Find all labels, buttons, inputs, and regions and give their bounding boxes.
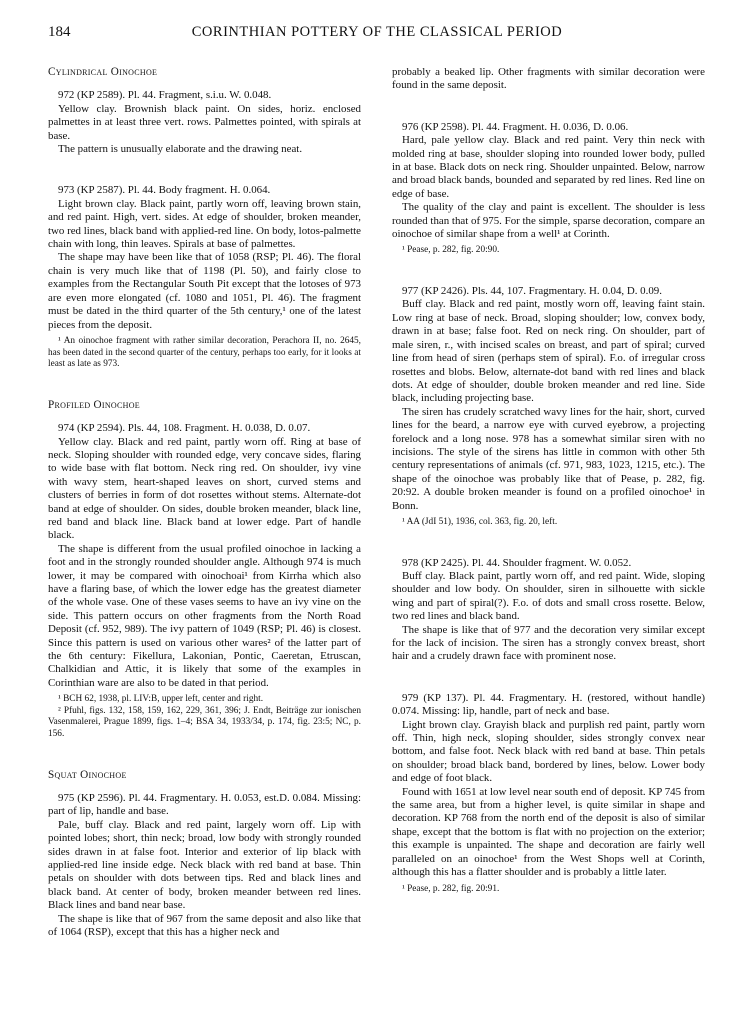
entry-976-description: Hard, pale yellow clay. Black and red paint. Very thin neck with molded ring at base, shoulder sloping into rounded lower body, pulled in at base. Black dots on neck ring. Shoulder unpainted. Below, narrow and broad black bands, bounded and separated by red lines. Red line on edge of base. — [392, 134, 705, 200]
entry-974-commentary: The shape is different from the usual profiled oinochoe in lacking a foot and in the strongly rounded shoulder angle. Although 974 is much lower, it may be compared with oinochoai¹ from Kirrha which also have a flaring base, of which the lower edge has the greatest diameter of the whole vase. One of these vases seems to have an ivy vine on the side. This pattern occurs on other fragments from the North Road Deposit (cf. 952, 989). The ivy pattern of 1049 (RSP; Pl. 46) is closest. Since this pattern is used on various other wares² of the latter part of the 6th century: Fikellura, Lakonian, Pontic, Caeretan, Etruscan, Chalkidian and Attic, it is likely that some of the examples in Corinthian ware are also to be dated in that period. — [48, 542, 361, 689]
page-number: 184 — [48, 24, 71, 40]
entry-972-heading: 972 (KP 2589). Pl. 44. Fragment, s.i.u. W. 0.048. — [58, 89, 272, 102]
left-column — [48, 66, 361, 939]
entry-977-description: Buff clay. Black and red paint, mostly worn off, leaving faint stain. Low ring at base of neck. Broad, sloping shoulder; low, convex body, drawn in at base; false foot. Red on neck ring. On shoulder, part of male siren, r., with incised scales on breast, and part of spiral; curved line from head of siren (perhaps stem of spiral). F.o. of irregular cross rosettes and blobs. Below, alternate-dot band with red lines and black dots. At edge of shoulder, double broken meander and red line. Side black, including projecting base. — [392, 298, 705, 405]
entry-975-commentary: The shape is like that of 967 from the same deposit and also like that of 1064 (RSP), except that this has a higher neck and — [48, 912, 361, 939]
entry-979-description: Light brown clay. Grayish black and purplish red paint, partly worn off. Thin, high neck, sloping shoulder, sides strongly convex near bottom, and false foot. Neck black with red band at base. Thin petals on shoulder; broad black band, bordered by lines, below. Lower body and edge of foot black. — [392, 718, 705, 785]
entry-977-footnote: ¹ AA (JdI 51), 1936, col. 363, fig. 20, left. — [402, 516, 558, 527]
entry-973-commentary: The shape may have been like that of 1058 (RSP; Pl. 46). The floral chain is very much like that of 1198 (Pl. 50), and fairly close to examples from the Rectangular South Pit except that the lotoses of 973 are even more elongated (cf. 1080 and 1051, Pl. 46). The fragment must be dated in the third quarter of the 5th century,¹ one of the latest pieces from the deposit. — [48, 251, 361, 331]
entry-979-commentary: Found with 1651 at low level near south end of deposit. KP 745 from the same area, but from a higher level, is quite similar in shape and decoration. KP 768 from the north end of the deposit is also of similar shape, except that the bottom is flat with no projection on the exterior; this example is unpainted. The shape and decoration are fairly well paralleled on an oinochoe¹ from the West Shops well at Corinth, although this has a flatter shoulder and is probably a little later. — [392, 785, 705, 879]
section-heading-profiled: Profiled Oinochoe — [48, 398, 140, 411]
entry-974-footnote-2: ² Pfuhl, figs. 132, 158, 159, 162, 229, 361, 396; J. Endt, Beiträge zur ionischen Vasenmalerei, Prague 1899, figs. 1–4; BSA 34, 1933/34, p. 174, fig. 23:5; NC, p. 156. — [48, 705, 361, 739]
entry-974-description: Yellow clay. Black and red paint, partly worn off. Ring at base of neck. Sloping shoulder with rounded edge, very concave sides, flaring to wide base with flat bottom. Neck ring red. On shoulder, ivy vine with wavy stem, heart-shaped leaves on short, curved stems and clusters of berries in form of dot rosettes without stems. Alternate-dot band at edge of shoulder. On sides, double broken meander, black line, red band and black line. Black band at lower edge. Part of handle black. — [48, 435, 361, 542]
entry-977-heading: 977 (KP 2426). Pls. 44, 107. Fragmentary. H. 0.04, D. 0.09. — [402, 285, 662, 298]
entry-978-commentary: The shape is like that of 977 and the decoration very similar except for the lack of incision. The siren has a strongly convex breast, short hair and a crudely drawn face with prominent nose. — [392, 623, 705, 663]
entry-978-description: Buff clay. Black paint, partly worn off, and red paint. Wide, sloping shoulder and low body. On shoulder, siren in silhouette with sickle wing and part of spiral(?). F.o. of dots and small cross rosette. Below, two red lines and black band. — [392, 569, 705, 623]
entry-976-commentary: The quality of the clay and paint is excellent. The shoulder is less rounded than that of 975. For the simple, sparse decoration, compare an oinochoe of similar shape from a well¹ at Corinth. — [392, 201, 705, 241]
entry-976-heading: 976 (KP 2598). Pl. 44. Fragment. H. 0.036, D. 0.06. — [402, 120, 629, 133]
entry-973-footnote: ¹ An oinochoe fragment with rather similar decoration, Perachora II, no. 2645, has been dated in the second quarter of the century, perhaps too early, for it looks at least as late as 973. — [48, 335, 361, 370]
entry-978-heading: 978 (KP 2425). Pl. 44. Shoulder fragment. W. 0.052. — [402, 556, 632, 569]
entry-975-heading: 975 (KP 2596). Pl. 44. Fragmentary. H. 0.053, est.D. 0.084. Missing: part of lip, handle and base. — [48, 792, 361, 818]
entry-974-heading: 974 (KP 2594). Pls. 44, 108. Fragment. H. 0.038, D. 0.07. — [58, 422, 311, 435]
entry-973-description: Light brown clay. Black paint, partly worn off, leaving brown stain, and red paint. High, vert. sides. At edge of shoulder, broken meander, two red lines, black band with applied-red line. On body, lotos-palmette chain with long, thin leaves. Spirals at base of palmettes. — [48, 197, 361, 251]
entry-975-description: Pale, buff clay. Black and red paint, largely worn off. Lip with pointed lobes; short, thin neck; broad, low body with strongly rounded sides drawn in at false foot. Interior and exterior of lip black with applied-red line inside edge. Neck black with red band at base. Thin petals on shoulder with dots between tips. Red and black lines and black band. At center of body, broken meander between red lines. Black lines and band near base. — [48, 818, 361, 912]
entry-979-heading: 979 (KP 137). Pl. 44. Fragmentary. H. (restored, without handle) 0.074. Missing: lip, handle, part of neck and base. — [392, 691, 705, 718]
entry-979-footnote: ¹ Pease, p. 282, fig. 20:91. — [402, 883, 500, 894]
entry-973-heading: 973 (KP 2587). Pl. 44. Body fragment. H. 0.064. — [58, 184, 271, 197]
entry-972-commentary: The pattern is unusually elaborate and the drawing neat. — [58, 143, 303, 156]
section-heading-squat: Squat Oinochoe — [48, 768, 127, 781]
right-column — [392, 66, 705, 895]
page-header — [48, 24, 706, 46]
entry-974-footnote-1: ¹ BCH 62, 1938, pl. LIV:B, upper left, center and right. — [58, 694, 264, 705]
entry-972-description: Yellow clay. Brownish black paint. On sides, horiz. enclosed palmettes in at least three vert. rows. Palmettes pointed, with spirals at base. — [48, 102, 361, 142]
section-heading-cylindrical: Cylindrical Oinochoe — [48, 66, 158, 78]
entry-976-footnote: ¹ Pease, p. 282, fig. 20:90. — [402, 245, 500, 256]
entry-977-commentary: The siren has crudely scratched wavy lines for the hair, short, curved lines for the beard, a narrow eye with curved eyebrow, a projecting forelock and a long nose. 978 has a somewhat similar siren with no incisions. The style of the sirens has little in common with other 5th century representations of animals (cf. 971, 983, 1023, 1215, etc.). The shape of the oinochoe was probably like that of Pease, p. 282, fig. 20:92. A double broken meander is found on a profiled oinochoe¹ in Bonn. — [392, 405, 705, 512]
entry-975-continuation: probably a beaked lip. Other fragments with similar decoration were found in the same deposit. — [392, 66, 705, 92]
running-title: CORINTHIAN POTTERY OF THE CLASSICAL PERIOD — [191, 24, 563, 40]
